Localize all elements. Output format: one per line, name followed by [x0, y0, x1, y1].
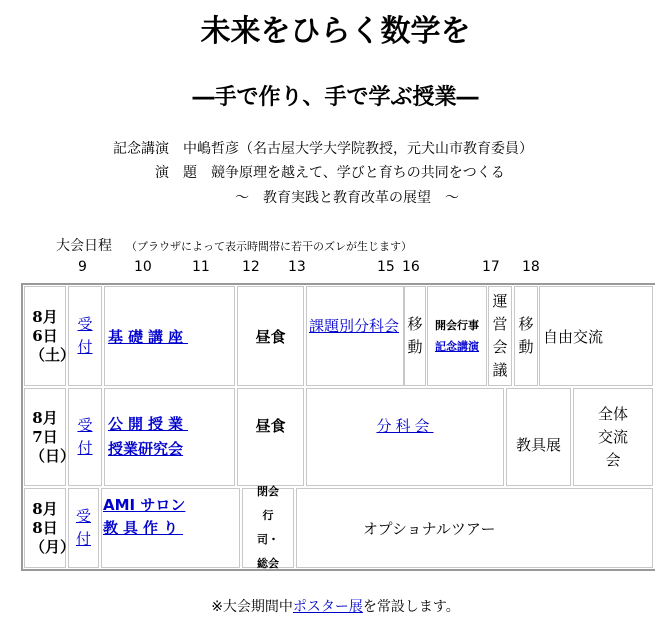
schedule-header	[56, 235, 412, 255]
day2-reception-cell	[68, 388, 102, 486]
day3-date: 8月8日（月）	[30, 499, 76, 556]
day1-move-cell	[404, 286, 426, 386]
committee-text: 運営会議	[492, 292, 508, 379]
open-lesson-link[interactable]: 公開授業	[108, 415, 189, 433]
day1-committee-cell	[488, 286, 512, 386]
opening-text: 開会行事	[435, 319, 479, 332]
footer-prefix: ※大会期間中	[211, 599, 293, 615]
hour-label: 12	[242, 259, 260, 275]
memorial-lecture-link[interactable]: 記念講演	[435, 340, 479, 353]
theme-line	[155, 162, 505, 182]
ami-salon-link[interactable]: AMI サロン	[103, 496, 186, 514]
day1-sections-cell	[306, 286, 404, 386]
hour-label: 9	[78, 259, 87, 275]
page-title: 未来をひらく数学を	[200, 14, 471, 49]
subcommittee-link[interactable]: 分科会	[376, 417, 434, 435]
day1-opening-cell	[427, 286, 487, 386]
free-exchange-text: 自由交流	[543, 327, 604, 346]
lesson-study-link[interactable]: 授業研究会	[108, 440, 184, 458]
day2-reception-link[interactable]: 受付	[77, 416, 93, 457]
day3-salon-cell	[101, 488, 240, 568]
theme-label: 演 題	[155, 165, 197, 181]
schedule-label: 大会日程	[56, 238, 112, 254]
day2-subcommittee-cell	[306, 388, 504, 486]
day3-closing-cell	[242, 485, 294, 570]
day1-date: 8月6日（土）	[30, 307, 76, 364]
topic-sections-link[interactable]: 課題別分科会	[309, 317, 400, 335]
closing-text: 閉会行司・総会	[257, 485, 279, 570]
day1-reception-link[interactable]: 受付	[77, 315, 93, 356]
day2-label	[24, 388, 76, 486]
day1-label	[24, 286, 76, 386]
day3-tour: オプショナルツアー	[296, 488, 653, 568]
hour-label: 10	[134, 259, 152, 275]
day1-move-text: 移動	[407, 315, 423, 356]
day1-free-cell	[539, 286, 653, 386]
day1-basic-cell	[104, 286, 235, 386]
day3-reception-link[interactable]: 受付	[75, 507, 91, 548]
page-subtitle: ―手で作り、手で学ぶ授業―	[192, 85, 479, 110]
day2-lunch: 昼食	[237, 388, 304, 486]
day1-move2-text: 移動	[518, 315, 534, 356]
footer-suffix: を常設します。	[362, 599, 460, 615]
lecture-line	[113, 138, 533, 158]
theme-subtitle: ～ 教育実践と教育改革の展望 ～	[235, 190, 459, 206]
day3-label	[24, 488, 76, 568]
poster-exhibit-link[interactable]: ポスター展	[292, 599, 363, 615]
hour-label: 16	[402, 259, 420, 275]
day2-date: 8月7日（日）	[30, 408, 76, 465]
hour-label: 13	[288, 259, 306, 275]
hour-label: 15	[377, 259, 395, 275]
day2-materials: 教具展	[506, 388, 571, 486]
hour-label: 17	[482, 259, 500, 275]
schedule-note: （ブラウザによって表示時間帯に若干のズレが生じます）	[126, 240, 412, 253]
making-materials-link[interactable]: 教具作り	[103, 519, 184, 537]
day3-reception-cell	[68, 488, 99, 568]
day1-move2-cell	[514, 286, 538, 386]
hour-label: 11	[192, 259, 210, 275]
day1-reception-cell	[68, 286, 102, 386]
lecture-label: 記念講演	[113, 141, 169, 157]
day2-lesson-cell	[104, 388, 235, 486]
theme-text: 競争原理を越えて、学びと育ちの共同をつくる	[211, 165, 505, 181]
hour-label: 18	[522, 259, 540, 275]
basic-course-link[interactable]: 基礎講座	[108, 327, 189, 346]
footer-note	[0, 596, 671, 616]
plenary-text: 全体交流会	[597, 405, 628, 469]
day2-plenary-cell	[573, 388, 653, 486]
day1-lunch: 昼食	[237, 286, 304, 386]
lecture-speaker: 中嶋哲彦（名古屋大学大学院教授，元犬山市教育委員）	[183, 141, 533, 157]
